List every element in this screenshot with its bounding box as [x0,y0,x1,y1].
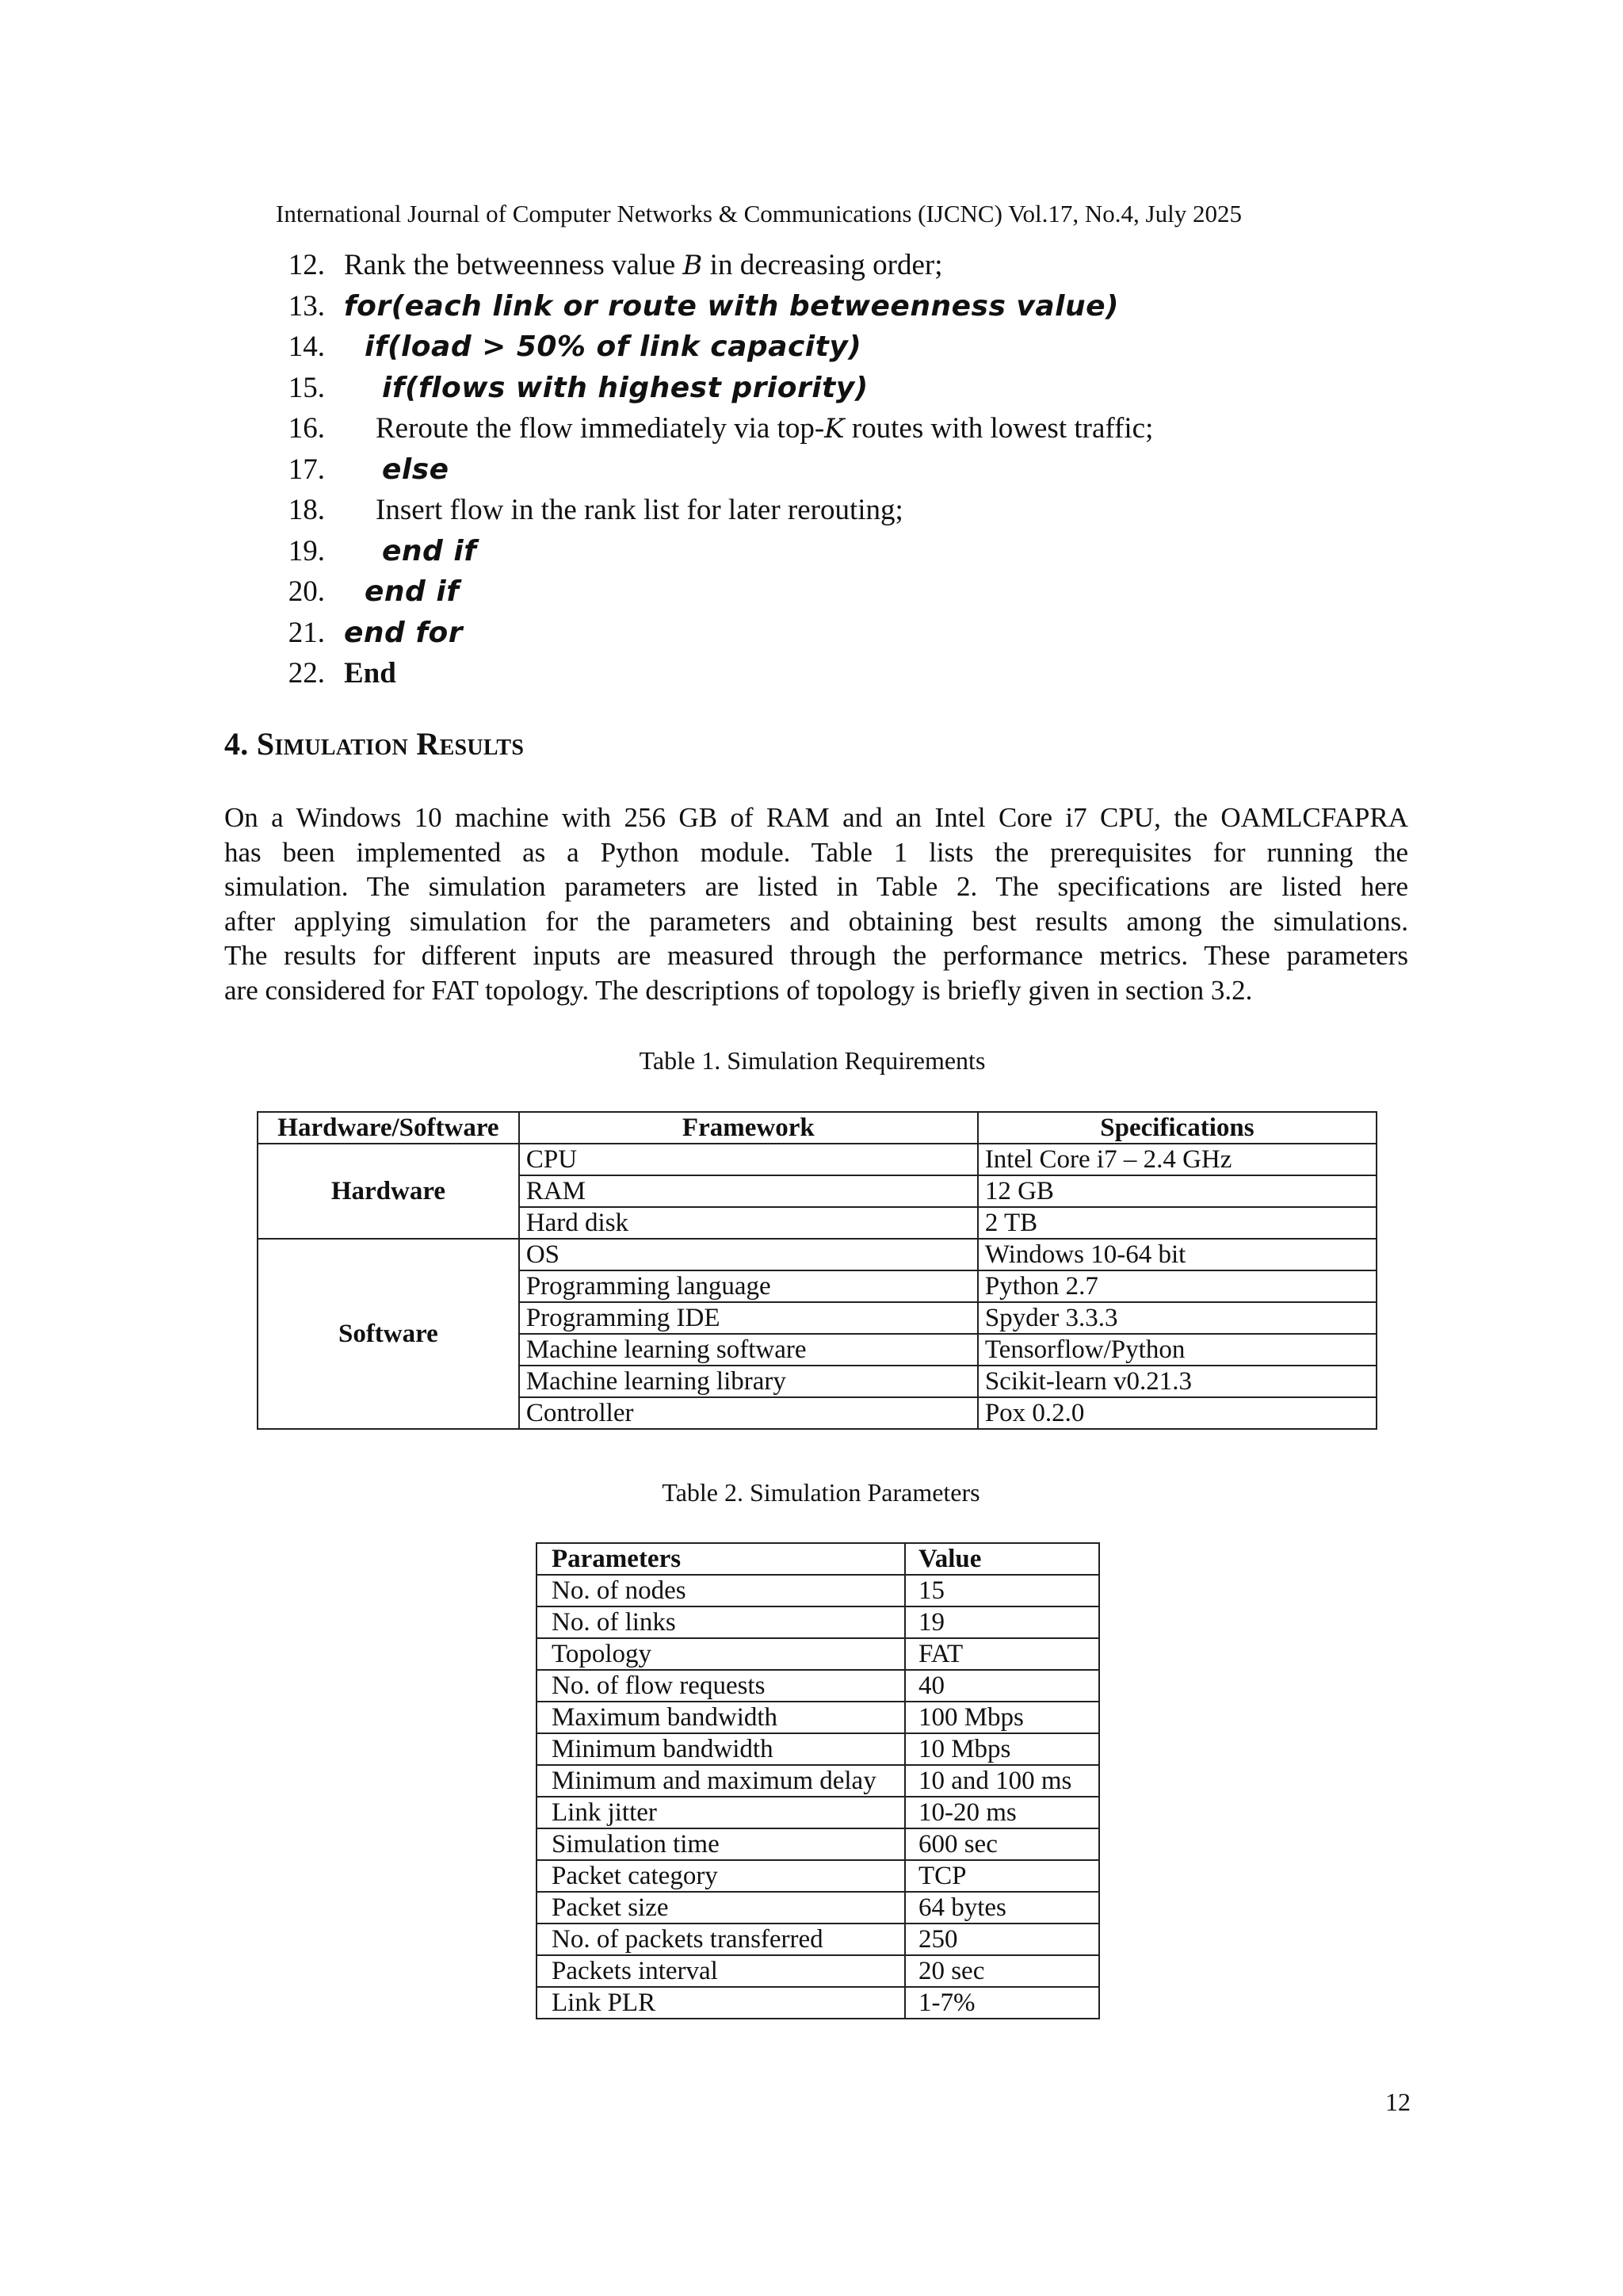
column-header: Hardware/Software [258,1112,519,1144]
text-run: Reroute the flow immediately via top- [376,412,825,445]
specification-cell: Pox 0.2.0 [978,1397,1377,1429]
table-row [258,1144,1377,1175]
line-text [382,450,449,490]
line-number: 17. [288,453,325,486]
algorithm-line [276,327,862,367]
table-row [537,1987,1099,2019]
algorithm-line [276,287,1120,327]
section-title: 4. Simulation Results [224,726,525,762]
table-row [537,1860,1099,1892]
paragraph-line: The results for different inputs are measured through the performance metrics. These parameters [224,940,1408,971]
line-number: 20. [288,575,325,608]
math-run: (each link or route with betweenness value) [391,289,1120,323]
value-cell: 64 bytes [905,1892,1099,1924]
framework-cell: Machine learning library [519,1366,978,1397]
specification-cell: Spyder 3.3.3 [978,1302,1377,1334]
value-cell: 600 sec [905,1828,1099,1860]
column-header: Parameters [537,1543,905,1575]
framework-cell: Controller [519,1397,978,1429]
math-run: for [344,289,391,323]
specification-cell: Python 2.7 [978,1270,1377,1302]
specification-cell: Windows 10-64 bit [978,1239,1377,1270]
math-run: end if [365,575,460,608]
table-row [537,1670,1099,1702]
line-number: 14. [288,330,325,363]
table-row [537,1575,1099,1606]
parameter-cell: Minimum bandwidth [537,1733,905,1765]
algorithm-line [276,613,463,653]
value-cell: 10-20 ms [905,1797,1099,1828]
table-row [537,1955,1099,1987]
math-run: End [344,657,396,690]
value-cell: 20 sec [905,1955,1099,1987]
line-number: 15. [288,371,325,404]
math-run: else [382,453,449,486]
parameter-cell: Packets interval [537,1955,905,1987]
simulation-parameters-table [536,1542,1100,2019]
parameter-cell: Maximum bandwidth [537,1702,905,1733]
algorithm-line [276,450,449,490]
line-text [376,491,903,530]
table-header-row [537,1543,1099,1575]
line-text [344,613,463,653]
parameter-cell: No. of links [537,1606,905,1638]
value-cell: 250 [905,1924,1099,1955]
value-cell: 10 and 100 ms [905,1765,1099,1797]
journal-header: International Journal of Computer Networks & Communications (IJCNC) Vol.17, No.4, July 2025 [276,200,1242,227]
table-row [537,1892,1099,1924]
framework-cell: Hard disk [519,1207,978,1239]
value-cell: 19 [905,1606,1099,1638]
column-header: Framework [519,1112,978,1144]
body-paragraph [224,800,1408,1007]
table1-caption: Table 1. Simulation Requirements [639,1046,986,1075]
column-header: Value [905,1543,1099,1575]
paragraph-line: has been implemented as a Python module. Table 1 lists the prerequisites for running the [224,836,1408,868]
paragraph-line: after applying simulation for the parameters and obtaining best results among the simulations. [224,905,1408,937]
framework-cell: Machine learning software [519,1334,978,1366]
line-number: 13. [288,289,325,323]
paragraph-line: simulation. The simulation parameters are listed in Table 2. The specifications are listed here [224,871,1408,902]
framework-cell: Programming IDE [519,1302,978,1334]
table-header-row [258,1112,1377,1144]
math-run: end for [344,616,463,649]
algorithm-line [276,369,869,408]
specification-cell: Intel Core i7 – 2.4 GHz [978,1144,1377,1175]
text-run: in decreasing order; [702,249,943,281]
value-cell: 1-7% [905,1987,1099,2019]
parameter-cell: Packet category [537,1860,905,1892]
page-number: 12 [1385,2088,1411,2116]
line-text [382,369,869,408]
table-row [258,1239,1377,1270]
table-row [537,1828,1099,1860]
algorithm-line [276,409,1154,449]
table-row [537,1733,1099,1765]
parameter-cell: No. of packets transferred [537,1924,905,1955]
math-run: (load > 50% of link capacity) [388,330,862,363]
parameter-cell: Simulation time [537,1828,905,1860]
value-cell: 10 Mbps [905,1733,1099,1765]
line-number: 12. [288,249,325,281]
math-run: K [824,413,845,445]
paragraph-line: are considered for FAT topology. The descriptions of topology is briefly given in section 3.2. [224,974,1253,1006]
column-header: Specifications [978,1112,1377,1144]
value-cell: 40 [905,1670,1099,1702]
value-cell: 100 Mbps [905,1702,1099,1733]
framework-cell: Programming language [519,1270,978,1302]
specification-cell: Tensorflow/Python [978,1334,1377,1366]
math-run: B [682,250,703,281]
specification-cell: Scikit-learn v0.21.3 [978,1366,1377,1397]
line-text [365,327,861,367]
value-cell: 15 [905,1575,1099,1606]
math-run: end if [382,534,477,567]
line-number: 19. [288,534,325,567]
table-row [537,1702,1099,1733]
line-text [344,287,1119,327]
paragraph-line: On a Windows 10 machine with 256 GB of RAM and an Intel Core i7 CPU, the OAMLCFAPRA [224,802,1408,833]
parameter-cell: Minimum and maximum delay [537,1765,905,1797]
parameter-cell: Link PLR [537,1987,905,2019]
parameter-cell: Packet size [537,1892,905,1924]
line-number: 21. [288,616,325,649]
framework-cell: RAM [519,1175,978,1207]
specification-cell: 2 TB [978,1207,1377,1239]
algorithm-line [276,654,396,693]
line-number: 22. [288,657,325,690]
framework-cell: OS [519,1239,978,1270]
algorithm-line [276,491,903,530]
parameter-cell: Topology [537,1638,905,1670]
value-cell: TCP [905,1860,1099,1892]
text-run: Insert flow in the rank list for later rerouting; [376,494,903,526]
simulation-requirements-table [257,1111,1377,1430]
line-text [365,572,459,612]
table-row [537,1606,1099,1638]
parameter-cell: No. of flow requests [537,1670,905,1702]
table-row [537,1797,1099,1828]
parameter-cell: Link jitter [537,1797,905,1828]
value-cell: FAT [905,1638,1099,1670]
table-row [537,1924,1099,1955]
group-cell: Software [258,1239,519,1429]
line-number: 18. [288,494,325,526]
algorithm-line [276,532,477,571]
framework-cell: CPU [519,1144,978,1175]
line-text [344,246,943,285]
line-text [376,409,1153,449]
table2-caption: Table 2. Simulation Parameters [662,1478,980,1507]
group-cell: Hardware [258,1144,519,1239]
math-run: if [365,330,388,363]
text-run: Rank the betweenness value [344,249,683,281]
math-run: (flows with highest priority) [405,371,869,404]
math-run: if [382,371,406,404]
table-row [537,1765,1099,1797]
table-row [537,1638,1099,1670]
line-number: 16. [288,412,325,445]
line-text [382,532,476,571]
line-text [344,654,396,693]
algorithm-line [276,246,943,285]
specification-cell: 12 GB [978,1175,1377,1207]
algorithm-line [276,572,460,612]
text-run: routes with lowest traffic; [844,412,1154,445]
parameter-cell: No. of nodes [537,1575,905,1606]
